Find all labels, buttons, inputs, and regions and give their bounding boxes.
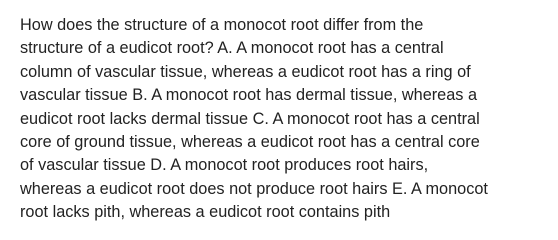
question-line: whereas a eudicot root does not produce root hairs E. A monocot bbox=[20, 179, 488, 198]
question-line: column of vascular tissue, whereas a eudicot root has a ring of bbox=[20, 62, 471, 81]
question-line: core of ground tissue, whereas a eudicot root has a central core bbox=[20, 133, 480, 152]
question-line: structure of a eudicot root? A. A monocot root has a central bbox=[20, 39, 444, 58]
question-line: eudicot root lacks dermal tissue C. A monocot root has a central bbox=[20, 109, 480, 128]
question-line: of vascular tissue D. A monocot root produces root hairs, bbox=[20, 156, 429, 175]
question-line: How does the structure of a monocot root differ from the bbox=[20, 16, 424, 34]
question-line: vascular tissue B. A monocot root has dermal tissue, whereas a bbox=[20, 86, 478, 105]
question-text bbox=[20, 14, 546, 225]
question-line: root lacks pith, whereas a eudicot root contains pith bbox=[20, 203, 391, 222]
